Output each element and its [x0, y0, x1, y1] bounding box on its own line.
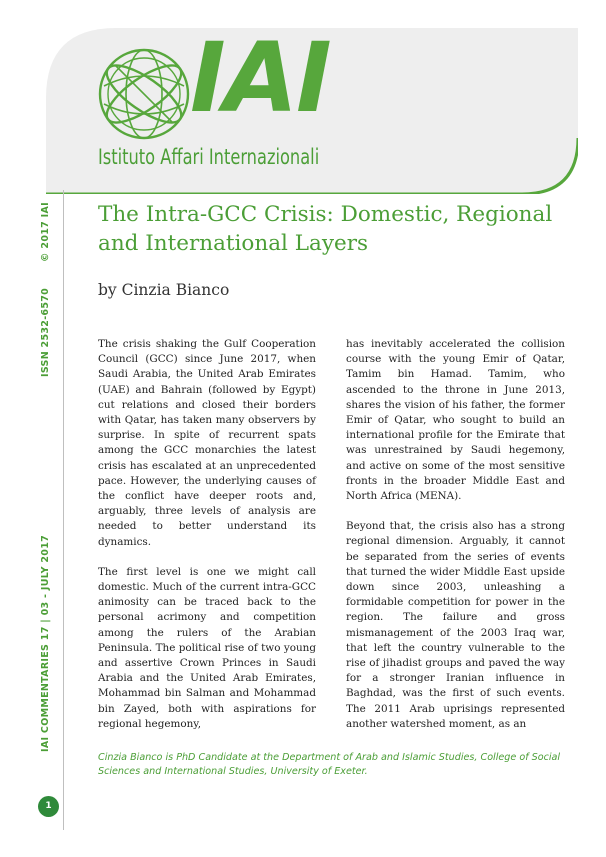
copyright-text: © 2017 IAI [40, 202, 51, 262]
institute-name: Istituto Affari Internazionali [98, 145, 320, 169]
paragraph: has inevitably accelerated the collision course with the young Emir of Qatar, Tamim bin Hamad. Tamim, who ascended to the throne in June 2013, shares the vision of his father, the former Emir of Qatar, who sought to build an international profile for the Emirate that was unrestrained by Saudi hegemony, and active on some of the most sensitive fronts in the broader Middle East and North Africa (MENA). [346, 338, 565, 503]
series-text: IAI COMMENTARIES 17 | 03 - JULY 2017 [40, 534, 51, 752]
page-number-badge: 1 [38, 796, 59, 817]
article-title: The Intra-GCC Crisis: Domestic, Regional and International Layers [98, 202, 553, 256]
sidebar-divider [63, 190, 64, 830]
paragraph: The crisis shaking the Gulf Cooperation Council (GCC) since June 2017, when Saudi Arabia, the United Arab Emirates (UAE) and Bahrain (followed by Egypt) cut relations and closed their borders with Qatar, has taken many observers by surprise. In spite of recurrent spats among the GCC monarchies the latest crisis has escalated at an unprecedented pace. However, the underlying causes of the conflict have deeper roots and, arguably, three levels of analysis are needed to better understand its dynamics. [98, 338, 316, 548]
paragraph: The first level is one we might call domestic. Much of the current intra-GCC animosity can be traced back to the personal acrimony and competition among the rulers of the Arabian Peninsula. The political rise of two young and assertive Crown Princes in Saudi Arabia and the United Arab Emirates, Mohammad bin Salman and Mohammad bin Zayed, both with aspirations for regional hegemony, [98, 565, 316, 730]
author-note: Cinzia Bianco is PhD Candidate at the Department of Arab and Islamic Studies, College of Social Sciences and International Studies, University of Exeter. [98, 752, 561, 777]
globe-logo-icon [96, 46, 192, 142]
right-column [346, 337, 565, 747]
paragraph: Beyond that, the crisis also has a strong regional dimension. Arguably, it cannot be separated from the series of events that turned the wider Middle East upside down since 2003, unleashing a formidable competition for power in the region. The failure and gross mismanagement of the 2003 Iraq war, that left the country vulnerable to the rise of jihadist groups and paved the way for a stronger Iranian influence in Baghdad, was the first of such events. The 2011 Arab uprisings represented another watershed moment, as an [346, 520, 565, 730]
logo-acronym: IAI [190, 22, 330, 134]
issn-text: ISSN 2532-6570 [40, 287, 51, 377]
article-author: by Cinzia Bianco [98, 281, 230, 299]
left-column [98, 337, 316, 747]
